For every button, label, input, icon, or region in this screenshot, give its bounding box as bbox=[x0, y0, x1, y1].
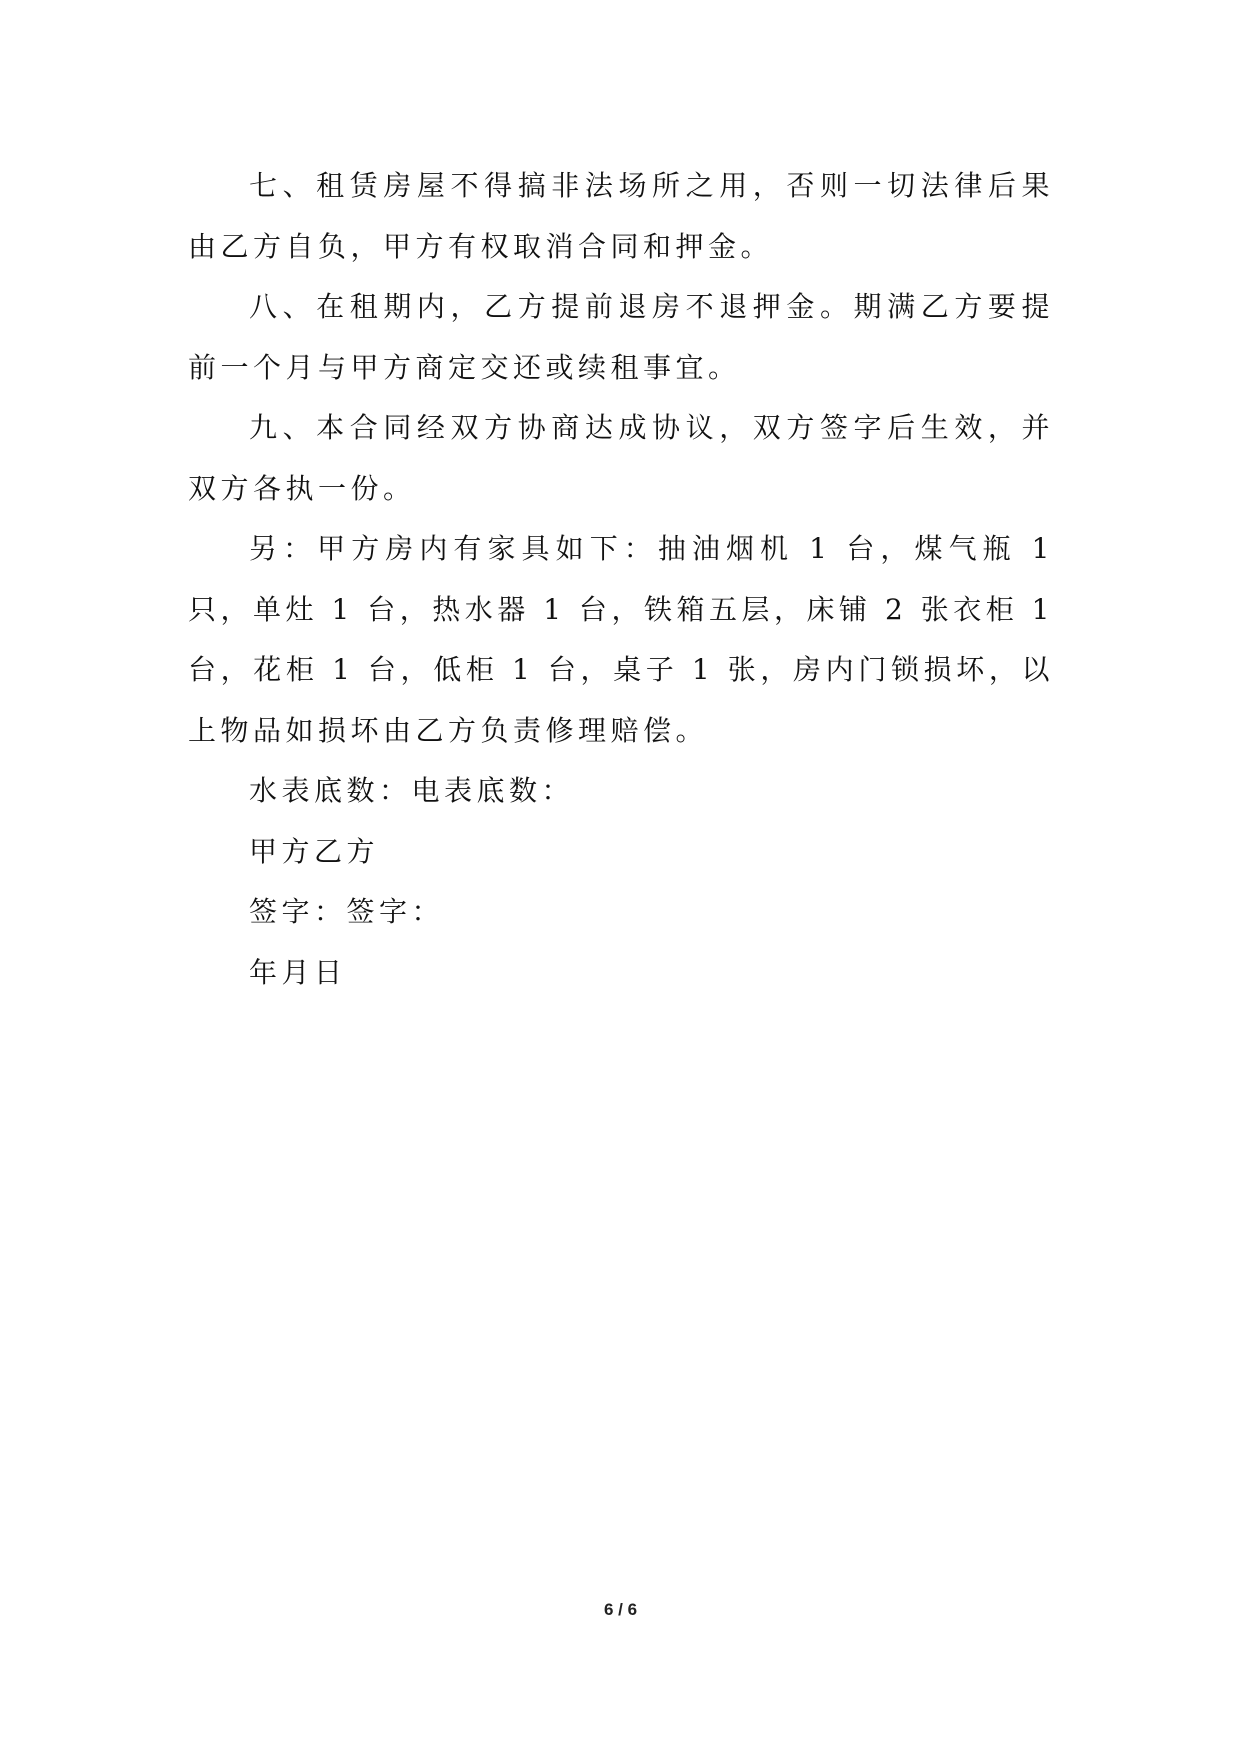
furniture-note: 另：甲方房内有家具如下：抽油烟机 1 台，煤气瓶 1 只，单灶 1 台，热水器 1 台，铁箱五层，床铺 2 张衣柜 1 台，花柜 1 台，低柜 1 台，桌子 1 张，房内门锁损坏，以上物品如损坏由乙方负责修理赔偿。 bbox=[188, 532, 1054, 747]
meter-readings-line: 水表底数：电表底数： bbox=[249, 774, 575, 807]
date-line: 年月日 bbox=[249, 955, 347, 989]
clause-seven: 七、租赁房屋不得搞非法场所之用，否则一切法律后果由乙方自负，甲方有权取消合同和押金。 bbox=[188, 169, 1054, 263]
signature-line: 签字：签字： bbox=[249, 895, 445, 928]
page-number: 6 / 6 bbox=[603, 1600, 638, 1619]
clause-nine: 九、本合同经双方协商达成协议，双方签字后生效，并双方各执一份。 bbox=[188, 411, 1054, 505]
parties-line: 甲方乙方 bbox=[249, 834, 380, 868]
document-body bbox=[188, 156, 1054, 1003]
clause-eight: 八、在租期内，乙方提前退房不退押金。期满乙方要提前一个月与甲方商定交还或续租事宜。 bbox=[188, 290, 1054, 384]
